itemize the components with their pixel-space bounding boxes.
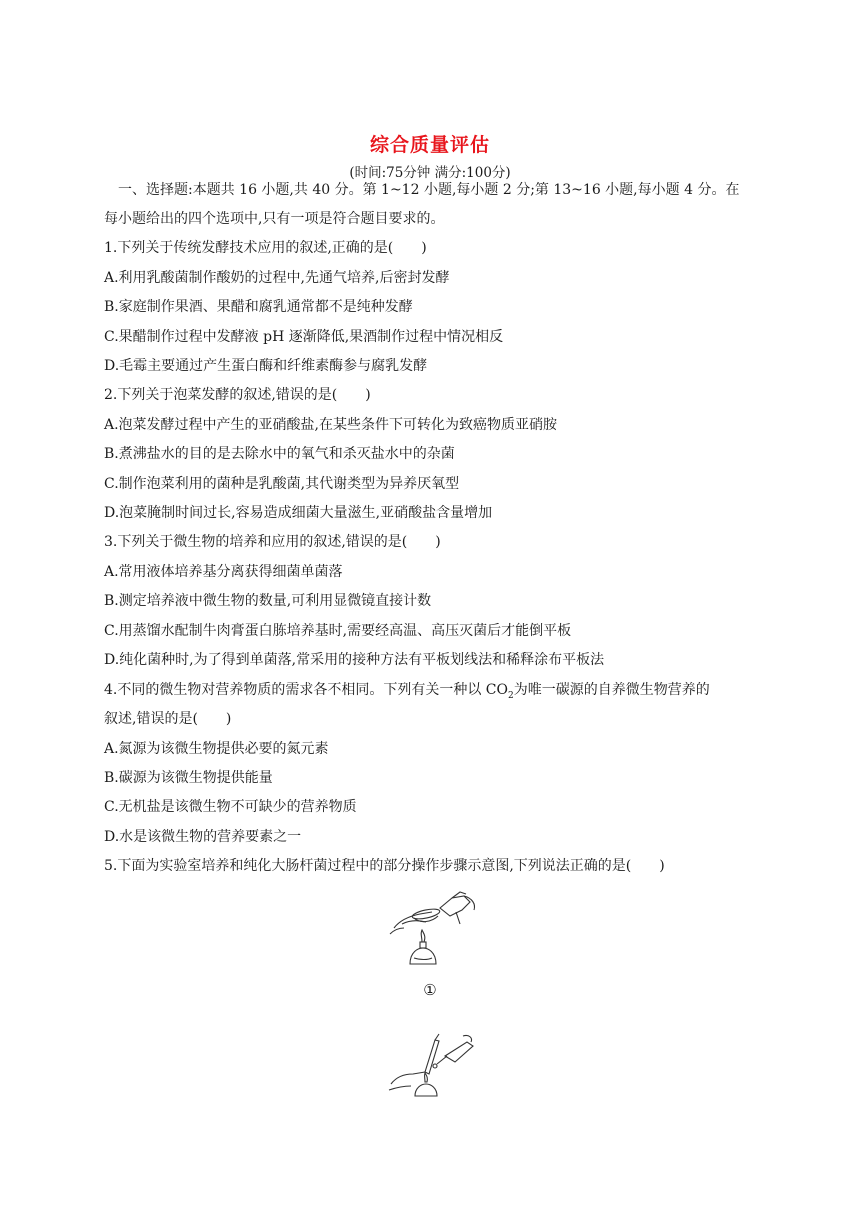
question-4-stem-part-1: 4.不同的微生物对营养物质的需求各不相同。下列有关一种以 CO [104,682,508,698]
question-3-option-c: C.用蒸馏水配制牛肉膏蛋白胨培养基时,需要经高温、高压灭菌后才能倒平板 [104,623,572,639]
section-header-line-2: 每小题给出的四个选项中,只有一项是符合题目要求的。 [104,211,445,227]
question-3-option-b: B.测定培养液中微生物的数量,可利用显微镜直接计数 [104,593,432,609]
exam-time-score: (时间:75分钟 满分:100分) [349,165,511,181]
question-5-stem: 5.下面为实验室培养和纯化大肠杆菌过程中的部分操作步骤示意图,下列说法正确的是( ) [104,858,665,874]
question-3-option-a: A.常用液体培养基分离获得细菌单菌落 [104,564,343,580]
question-4-option-a: A.氮源为该微生物提供必要的氮元素 [104,741,329,757]
question-2-option-b: B.煮沸盐水的目的是去除水中的氧气和杀灭盐水中的杂菌 [104,446,455,462]
question-4-stem-line-1 [104,680,710,706]
page-title: 综合质量评估 [369,134,490,156]
question-1-option-b: B.家庭制作果酒、果醋和腐乳通常都不是纯种发酵 [104,299,413,315]
question-2-option-a: A.泡菜发酵过程中产生的亚硝酸盐,在某些条件下可转化为致癌物质亚硝胺 [104,417,558,433]
figure-inoculation-illustration [385,1030,485,1098]
question-4-option-b: B.碳源为该微生物提供能量 [104,770,273,786]
figure-pouring-plate-illustration [380,890,480,972]
question-4-option-d: D.水是该微生物的营养要素之一 [104,829,302,845]
question-1-option-c: C.果醋制作过程中发酵液 pH 逐渐降低,果酒制作过程中情况相反 [104,329,504,345]
question-2-stem: 2.下列关于泡菜发酵的叙述,错误的是( ) [104,387,371,403]
question-2-option-c: C.制作泡菜利用的菌种是乳酸菌,其代谢类型为异养厌氧型 [104,476,460,492]
question-4-option-c: C.无机盐是该微生物不可缺少的营养物质 [104,799,357,815]
question-3-stem: 3.下列关于微生物的培养和应用的叙述,错误的是( ) [104,534,441,550]
question-1-option-a: A.利用乳酸菌制作酸奶的过程中,先通气培养,后密封发酵 [104,270,450,286]
question-4-stem-line-2: 叙述,错误的是( ) [104,711,232,727]
question-2-option-d: D.泡菜腌制时间过长,容易造成细菌大量滋生,亚硝酸盐含量增加 [104,505,493,521]
figure-label-1: ① [423,981,437,999]
question-1-stem: 1.下列关于传统发酵技术应用的叙述,正确的是( ) [104,240,427,256]
co2-subscript: 2 [508,690,514,701]
section-header-line-1: 一、选择题:本题共 16 小题,共 40 分。第 1~12 小题,每小题 2 分;第 13~16 小题,每小题 4 分。在 [118,182,740,198]
question-1-option-d: D.毛霉主要通过产生蛋白酶和纤维素酶参与腐乳发酵 [104,358,428,374]
question-4-stem-part-2: 为唯一碳源的自养微生物营养的 [513,682,710,698]
question-3-option-d: D.纯化菌种时,为了得到单菌落,常采用的接种方法有平板划线法和稀释涂布平板法 [104,652,605,668]
